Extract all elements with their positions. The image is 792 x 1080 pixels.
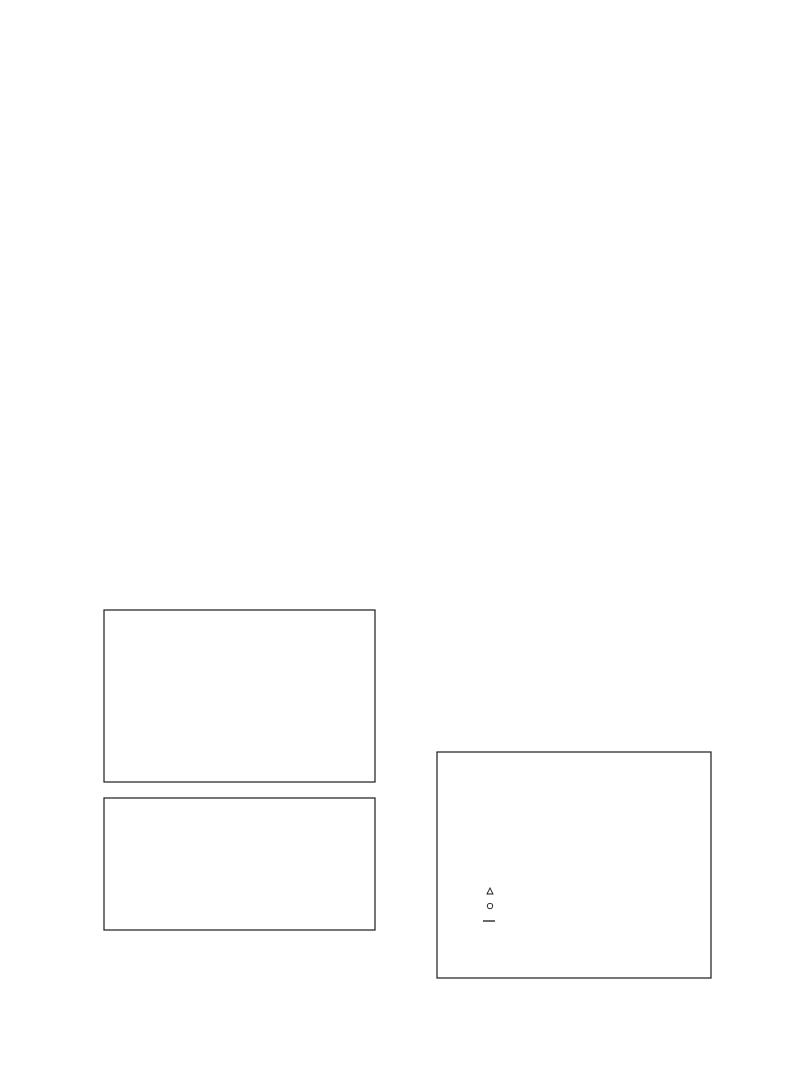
fig3-frame [437,752,711,978]
legend-circle-icon [487,903,492,908]
fig3-legend [483,888,495,921]
legend-triangle-icon [487,888,493,894]
